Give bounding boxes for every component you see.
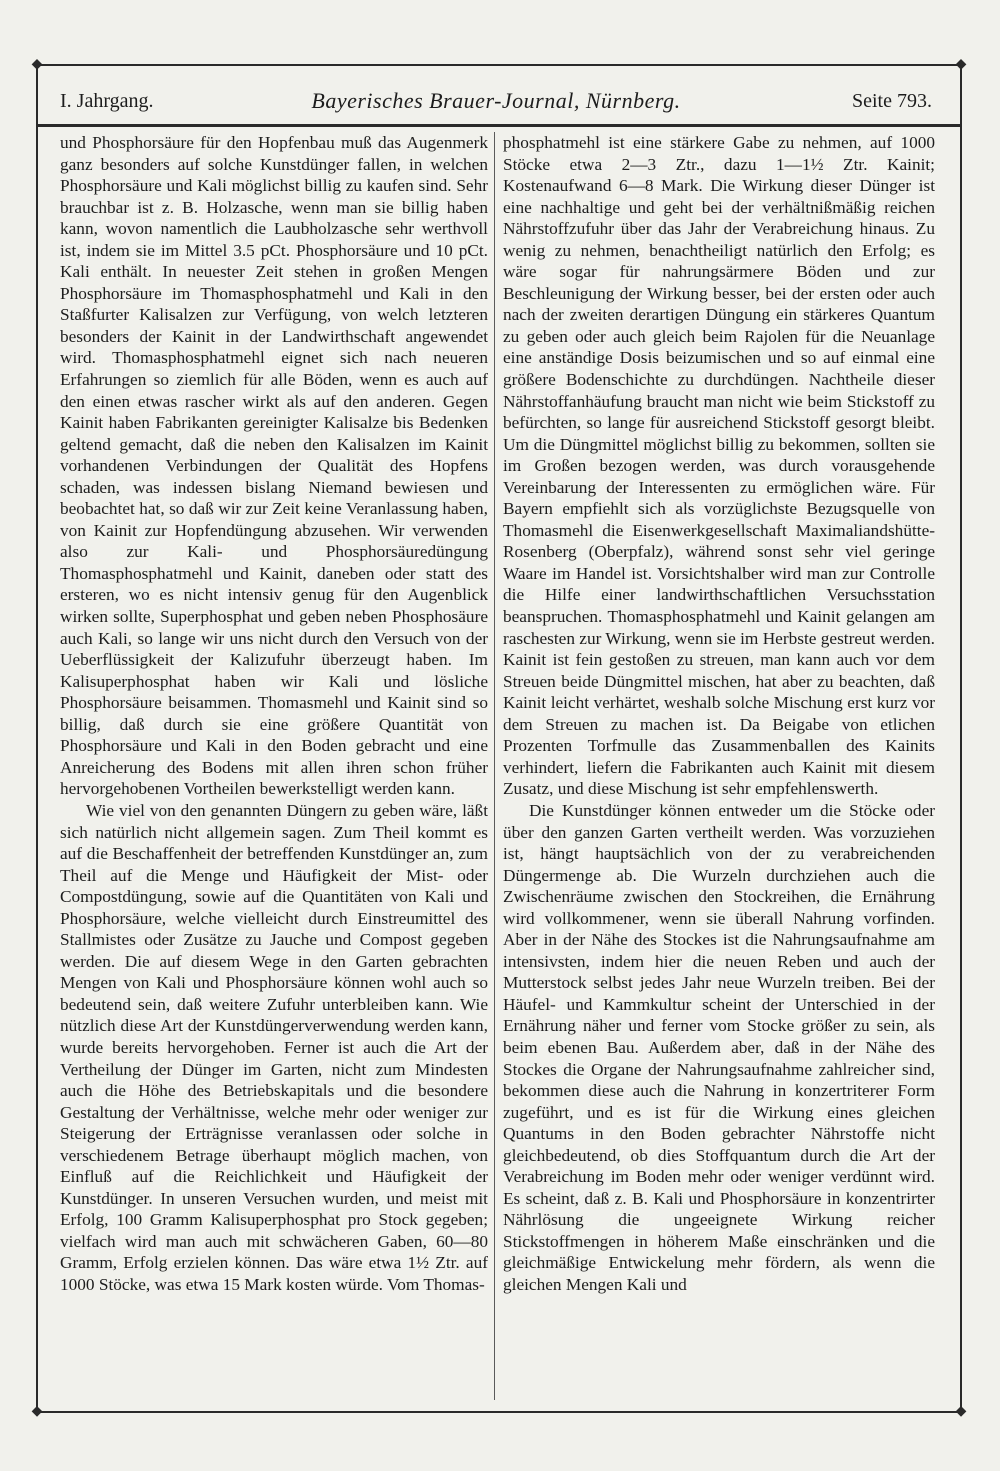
page-number: Seite 793. — [852, 90, 932, 112]
top-border-rule — [36, 64, 962, 66]
bottom-border-rule — [36, 1411, 962, 1413]
left-column — [60, 132, 488, 1402]
right-border-rule — [960, 64, 962, 1413]
corner-ornament-icon: ◆ — [955, 1403, 967, 1419]
paragraph: Wie viel von den genannten Düngern zu geben wäre, läßt sich natürlich nicht allgemein sagen. Zum Theil kommt es auf die Beschaffenheit der betreffenden Kunstdünger an, zum Theil auf die Menge und Häufigkeit der Mist- oder Compostdüngung, sowie auf die Quantitäten von Kali und Phosphorsäure, welche vielleicht durch Einstreumittel des Stallmistes oder Zusätze zu Jauche und Compost gegeben werden. Die auf diesem Wege in den Garten gebrachten Mengen von Kali und Phosphorsäure können wohl auch so bedeutend sein, daß weitere Zufuhr unterbleiben kann. Wie nützlich diese Art der Kunstdüngerverwendung werden kann, wurde bereits hervorgehoben. Ferner ist auch die Art der Vertheilung der Dünger im Garten, nicht zum Mindesten auch die Höhe des Betriebskapitals und die besondere Gestaltung der Verhältnisse, welche mehr oder weniger zur Steigerung der Erträgnisse veranlassen oder solche in verschiedenem Betrage überhaupt möglich machen, von Einfluß auf die Reichlichkeit und Häufigkeit der Kunstdünger. In unseren Versuchen wurden, und meist mit Erfolg, 100 Gramm Kalisuperphosphat pro Stock gegeben; vielfach wird man auch mit schwächeren Gaben, 60—80 Gramm, Erfolg erzielen können. Das wäre etwa 1½ Ztr. auf 1000 Stöcke, was etwa 15 Mark kosten würde. Vom Thomas- — [60, 800, 488, 1294]
corner-ornament-icon: ◆ — [31, 1403, 43, 1419]
paragraph: Die Kunstdünger können entweder um die Stöcke oder über den ganzen Garten vertheilt werden. Was vorzuziehen ist, hängt hauptsächlich von der zu verabreichenden Düngermenge ab. Die Wurzeln durchziehen auch die Zwischenräume zwischen den Stockreihen, die Ernährung wird vollkommener, wenn sie überall Nahrung vorfinden. Aber in der Nähe des Stockes ist die Nahrungsaufnahme am intensivsten, indem hier die neuen Reben und auch der Mutterstock selbst jedes Jahr neue Wurzeln treiben. Bei der Häufel- und Kammkultur scheint der Unterschied in der Ernährung näher und ferner vom Stocke größer zu sein, als beim ebenen Bau. Außerdem aber, daß in der Nähe des Stockes die Organe der Nahrungsaufnahme zahlreicher sind, bekommen diese auch die Nahrung in konzertriterer Form zugeführt, und es ist für die Wirkung eines gleichen Quantums in den Boden gebrachter Nährstoffe nicht gleichbedeutend, ob dies Stoffquantum durch die Art der Verabreichung im Boden mehr oder weniger verdünnt wird. Es scheint, daß z. B. Kali und Phosphorsäure in konzentrirter Nährlösung die ungeeignete Wirkung reicher Stickstoffmengen in höherem Maße einschränken und die gleichmäßige Entwickelung mehr fördern, als wenn die gleichen Mengen Kali und — [503, 800, 935, 1294]
journal-title: Bayerisches Brauer-Journal, Nürnberg. — [311, 88, 681, 113]
volume-label: I. Jahrgang. — [60, 90, 154, 112]
paragraph: und Phosphorsäure für den Hopfenbau muß das Augenmerk ganz besonders auf solche Kunstdünger fallen, in welchen Phosphorsäure und Kali möglichst billig zu kaufen sind. Sehr brauchbar ist z. B. Holzasche, wenn man sie billig haben kann, wovon namentlich die Laubholzasche sehr werthvoll ist, indem sie im Mittel 3.5 pCt. Phosphorsäure und 10 pCt. Kali enthält. In neuester Zeit stehen in großen Mengen Phosphorsäure im Thomasphosphatmehl und Kali in den Staßfurter Kalisalzen zur Verfügung, von welch letzteren besonders der Kainit in der Landwirthschaft angewendet wird. Thomasphosphatmehl eignet sich nach neueren Erfahrungen so ziemlich für alle Böden, wenn es auch auf den einen etwas rascher wirkt als auf den anderen. Gegen Kainit haben Fabrikanten gereinigter Kalisalze bis Bedenken geltend gemacht, daß die neben den Kalisalzen im Kainit vorhandenen Verbindungen der Qualität des Hopfens schaden, was indessen bislang Niemand bewiesen und beobachtet hat, so daß wir zur Zeit keine Veranlassung haben, von Kainit zur Hopfendüngung abzusehen. Wir verwenden also zur Kali- und Phosphorsäuredüngung Thomasphosphatmehl und Kainit, daneben oder statt des ersteren, wo es nicht intensiv genug für den Augenblick wirken sollte, Superphosphat und geben neben Phosphosäure auch Kali, so lange wir uns nicht durch den Versuch von der Ueberflüssigkeit der Kalizufuhr überzeugt haben. Im Kalisuperphosphat haben wir Kali und lösliche Phosphorsäure beisammen. Thomasmehl und Kainit sind so billig, daß durch sie eine größere Quantität von Phosphorsäure und Kali in den Boden gebracht und eine Anreicherung des Bodens mit allen ihren schon früher hervorgehobenen Vortheilen bewerkstelligt werden kann. — [60, 133, 488, 799]
corner-ornament-icon: ◆ — [31, 56, 43, 72]
running-header — [60, 88, 932, 118]
header-underline-rule — [36, 124, 962, 127]
right-column — [503, 132, 935, 1402]
left-border-rule — [36, 64, 38, 1413]
corner-ornament-icon: ◆ — [955, 56, 967, 72]
paragraph: phosphatmehl ist eine stärkere Gabe zu nehmen, auf 1000 Stöcke etwa 2—3 Ztr., dazu 1—1½ Ztr. Kainit; Kostenaufwand 6—8 Mark. Die Wirkung dieser Dünger ist eine nachhaltige und geht bei der verhältnißmäßig reichen Nährstoffzufuhr über das Jahr der Verabreichung hinaus. Zu wenig zu nehmen, benachtheiligt natürlich den Erfolg; es wäre sogar für nahrungsärmere Böden und zur Beschleunigung der Wirkung besser, bei der ersten oder auch nach der zweiten derartigen Düngung ein stärkeres Quantum zu geben oder auch gleich beim Rajolen für die Neuanlage eine anständige Dosis beizumischen und so auf einmal eine größere Bodenschichte zu durchdüngen. Nachtheile dieser Nährstoffanhäufung braucht man nicht wie beim Stickstoff zu befürchten, so lange für ausreichend Stickstoff gesorgt bleibt. Um die Düngmittel möglichst billig zu bekommen, sollten sie im Großen bezogen werden, was durch vorausgehende Vereinbarung der Interessenten zu ermöglichen wäre. Für Bayern empfiehlt sich als vorzüglichste Bezugsquelle von Thomasmehl die Eisenwerkgesellschaft Maximaliandshütte-Rosenberg (Oberpfalz), während sonst sehr viel geringe Waare im Handel ist. Vorsichtshalber wird man zur Controlle die Hilfe einer landwirthschaftlichen Versuchsstation beanspruchen. Thomasphosphatmehl und Kainit gelangen am raschesten zur Wirkung, wenn sie im Herbste gestreut werden. Kainit ist fein gestoßen zu streuen, man kann auch vor dem Streuen beide Düngmittel mischen, hat aber zu beachten, daß Kainit leicht verhärtet, weshalb solche Mischung erst kurz vor dem Streuen zu machen ist. Da Beigabe von etlichen Prozenten Torfmulle das Zusammenballen des Kainits verhindert, liefern die Fabrikanten auch Kainit mit diesem Zusatz, und diese Mischung ist sehr empfehlenswerth. — [503, 133, 935, 799]
column-divider — [494, 132, 495, 1400]
